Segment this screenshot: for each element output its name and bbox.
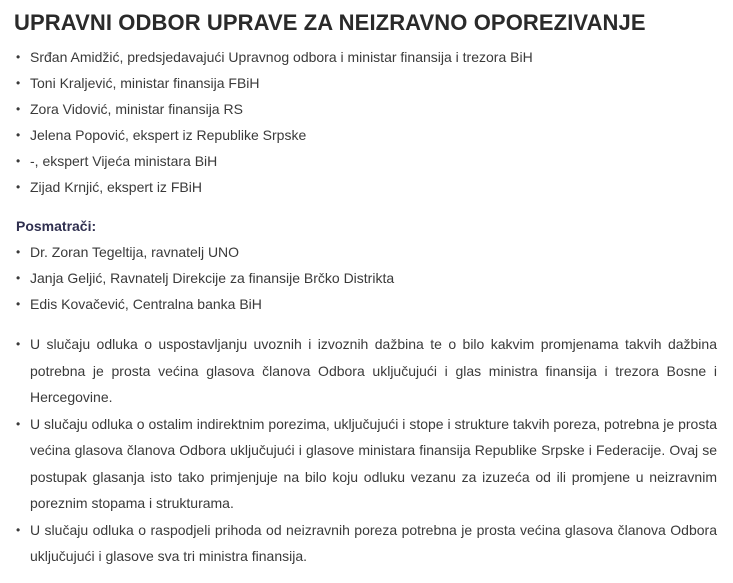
- rule-text: U slučaju odluka o raspodjeli prihoda od neizravnih poreza potrebna je prosta većina glasova članova Odbora uključujući i glasove sva tri ministra finansija.: [30, 521, 717, 564]
- bullet-icon: •: [16, 50, 21, 64]
- member-text: Srđan Amidžić, predsjedavajući Upravnog odbora i ministar finansija i trezora BiH: [30, 49, 533, 65]
- list-item: [14, 291, 719, 317]
- observers-list: [14, 239, 719, 317]
- member-text: Zijad Krnjić, ekspert iz FBiH: [30, 179, 202, 195]
- bullet-icon: •: [16, 297, 21, 311]
- member-text: Zora Vidović, ministar finansija RS: [30, 101, 243, 117]
- list-item: [14, 331, 719, 411]
- list-item: [14, 96, 719, 122]
- observers-heading: Posmatrači:: [16, 218, 97, 234]
- member-text: -, ekspert Vijeća ministara BiH: [30, 153, 218, 169]
- board-members-list: [14, 44, 719, 200]
- voting-rules-list: [14, 331, 719, 570]
- list-item: [14, 148, 719, 174]
- list-item: [14, 174, 719, 200]
- rule-text: U slučaju odluka o uspostavljanju uvoznih i izvoznih dažbina te o bilo kakvim promjenama takvih dažbina potrebna je prosta većina glasova članova Odbora uključujući i glas ministra finansija i trezora Bosne i Hercegovine.: [30, 336, 717, 405]
- list-item: [14, 122, 719, 148]
- list-item: [14, 411, 719, 517]
- bullet-icon: •: [16, 522, 21, 537]
- bullet-icon: •: [16, 128, 21, 142]
- list-item: [14, 44, 719, 70]
- bullet-icon: •: [16, 245, 21, 259]
- list-item: [14, 265, 719, 291]
- observer-text: Janja Geljić, Ravnatelj Direkcije za finansije Brčko Distrikta: [30, 270, 395, 286]
- page-title: UPRAVNI ODBOR UPRAVE ZA NEIZRAVNO OPOREZIVANJE: [14, 10, 646, 35]
- list-item: [14, 239, 719, 265]
- bullet-icon: •: [16, 76, 21, 90]
- observer-text: Edis Kovačević, Centralna banka BiH: [30, 296, 262, 312]
- bullet-icon: •: [16, 337, 21, 351]
- bullet-icon: •: [16, 180, 21, 194]
- observer-text: Dr. Zoran Tegeltija, ravnatelj UNO: [30, 244, 240, 260]
- bullet-icon: •: [16, 102, 21, 116]
- member-text: Jelena Popović, ekspert iz Republike Srpske: [30, 127, 307, 143]
- bullet-icon: •: [16, 154, 21, 168]
- list-item: [14, 70, 719, 96]
- member-text: Toni Kraljević, ministar finansija FBiH: [30, 75, 260, 91]
- bullet-icon: •: [16, 416, 21, 431]
- list-item: [14, 517, 719, 570]
- bullet-icon: •: [16, 271, 21, 285]
- rule-text: U slučaju odluka o ostalim indirektnim porezima, uključujući i stope i strukture takvih poreza, potrebna je prosta većina glasova članova Odbora uključujući i glasove ministara finansija Republike Srpske i Federacije. Ovaj se postupak glasanja isto tako primjenjuje na bilo koju odluku vezanu za izuzeća od ili promjene u neizravnim poreznim stopama i strukturama.: [30, 415, 717, 511]
